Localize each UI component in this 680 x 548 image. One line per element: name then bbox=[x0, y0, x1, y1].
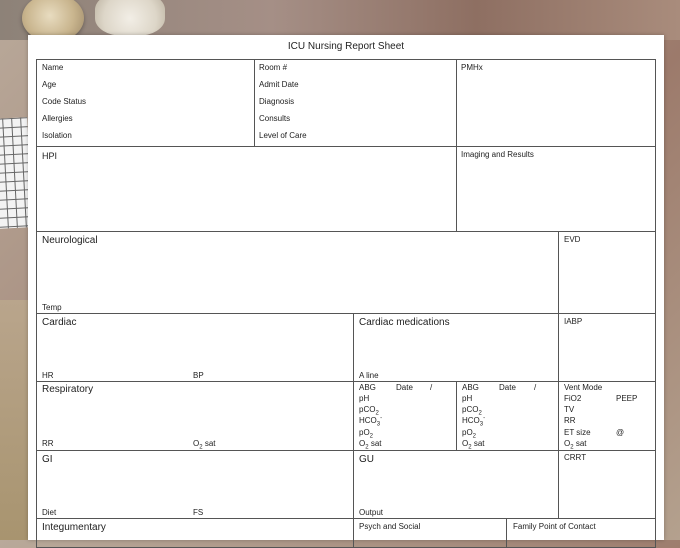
abg-label-1: ABG bbox=[359, 383, 376, 392]
pmhx-box bbox=[456, 59, 656, 147]
et-size-label: ET size bbox=[564, 428, 591, 437]
dried-flower-decoration bbox=[95, 0, 165, 36]
gu-box bbox=[353, 450, 559, 519]
code-status-label: Code Status bbox=[42, 97, 87, 106]
family-contact-box bbox=[506, 518, 656, 548]
allergies-label: Allergies bbox=[42, 114, 73, 123]
peep-label: PEEP bbox=[616, 394, 638, 403]
tv-label: TV bbox=[564, 405, 575, 414]
diet-label: Diet bbox=[42, 508, 57, 517]
neuro-label: Neurological bbox=[42, 235, 98, 246]
hr-label: HR bbox=[42, 371, 54, 380]
neuro-box bbox=[36, 231, 559, 314]
age-label: Age bbox=[42, 80, 57, 89]
o2-sat-label: $O_2$ sat bbox=[193, 439, 216, 451]
patient-info-middle bbox=[254, 59, 457, 147]
gi-box bbox=[36, 450, 354, 519]
output-label: Output bbox=[359, 508, 384, 517]
temp-label: Temp bbox=[42, 303, 62, 312]
name-label: Name bbox=[42, 63, 64, 72]
hco3-label-2: $HCO_3^-$ bbox=[462, 415, 486, 428]
abg-box-2 bbox=[456, 381, 559, 451]
hpi-label: HPI bbox=[42, 151, 58, 161]
report-sheet bbox=[28, 35, 664, 540]
psych-label: Psych and Social bbox=[359, 522, 421, 531]
et-at-label: @ bbox=[616, 428, 625, 437]
psych-box bbox=[353, 518, 507, 548]
iabp-label: IABP bbox=[564, 317, 583, 326]
vent-mode-label: Vent Mode bbox=[564, 383, 603, 392]
po2-label-2: $pO_2$ bbox=[462, 428, 477, 440]
ph-label-1: pH bbox=[359, 394, 370, 403]
abg-date-label-1: Date bbox=[396, 383, 413, 392]
level-of-care-label: Level of Care bbox=[259, 131, 307, 140]
iabp-box bbox=[558, 313, 656, 382]
po2-label-1: $pO_2$ bbox=[359, 428, 374, 440]
vent-rr-label: RR bbox=[564, 416, 576, 425]
aline-label: A line bbox=[359, 371, 379, 380]
imaging-box bbox=[456, 146, 656, 232]
cardiac-label: Cardiac bbox=[42, 317, 77, 328]
bp-label: BP bbox=[193, 371, 204, 380]
evd-label: EVD bbox=[564, 235, 581, 244]
cardiac-meds-label: Cardiac medications bbox=[359, 317, 450, 328]
pco2-label-1: pCO$_2$ bbox=[359, 405, 379, 417]
hpi-box bbox=[36, 146, 457, 232]
evd-box bbox=[558, 231, 656, 314]
pmhx-label: PMHx bbox=[461, 63, 483, 72]
o2-sat-label-1: $O_2$ sat bbox=[359, 439, 382, 451]
o2-sat-label-2: $O_2$ sat bbox=[462, 439, 485, 451]
pco2-label-2: pCO$_2$ bbox=[462, 405, 482, 417]
cardiac-box bbox=[36, 313, 354, 382]
hco3-label-1: $HCO_3^-$ bbox=[359, 415, 383, 428]
respiratory-label: Respiratory bbox=[42, 384, 94, 395]
diagnosis-label: Diagnosis bbox=[259, 97, 295, 106]
consults-label: Consults bbox=[259, 114, 291, 123]
integumentary-box bbox=[36, 518, 354, 548]
fio2-label: FiO2 bbox=[564, 394, 582, 403]
vent-o2-sat-label: $O_2$ sat bbox=[564, 439, 587, 451]
isolation-label: Isolation bbox=[42, 131, 72, 140]
ph-label-2: pH bbox=[462, 394, 473, 403]
vent-box bbox=[558, 381, 656, 451]
gi-label: GI bbox=[42, 454, 53, 465]
patient-info-left bbox=[36, 59, 255, 147]
family-contact-label: Family Point of Contact bbox=[513, 522, 596, 531]
fs-label: FS bbox=[193, 508, 204, 517]
imaging-label: Imaging and Results bbox=[461, 150, 534, 159]
abg-date-label-2: Date bbox=[499, 383, 516, 392]
respiratory-box bbox=[36, 381, 354, 451]
crrt-label: CRRT bbox=[564, 453, 587, 462]
rr-label: RR bbox=[42, 439, 54, 448]
crrt-box bbox=[558, 450, 656, 519]
gu-label: GU bbox=[359, 454, 374, 465]
abg-box-1 bbox=[353, 381, 457, 451]
room-label: Room # bbox=[259, 63, 288, 72]
abg-slash-2: / bbox=[534, 383, 537, 392]
abg-label-2: ABG bbox=[462, 383, 479, 392]
admit-date-label: Admit Date bbox=[259, 80, 299, 89]
sheet-title: ICU Nursing Report Sheet bbox=[287, 41, 405, 52]
integumentary-label: Integumentary bbox=[42, 522, 106, 533]
background-left bbox=[0, 300, 30, 540]
cardiac-meds-box bbox=[353, 313, 559, 382]
abg-slash-1: / bbox=[430, 383, 433, 392]
